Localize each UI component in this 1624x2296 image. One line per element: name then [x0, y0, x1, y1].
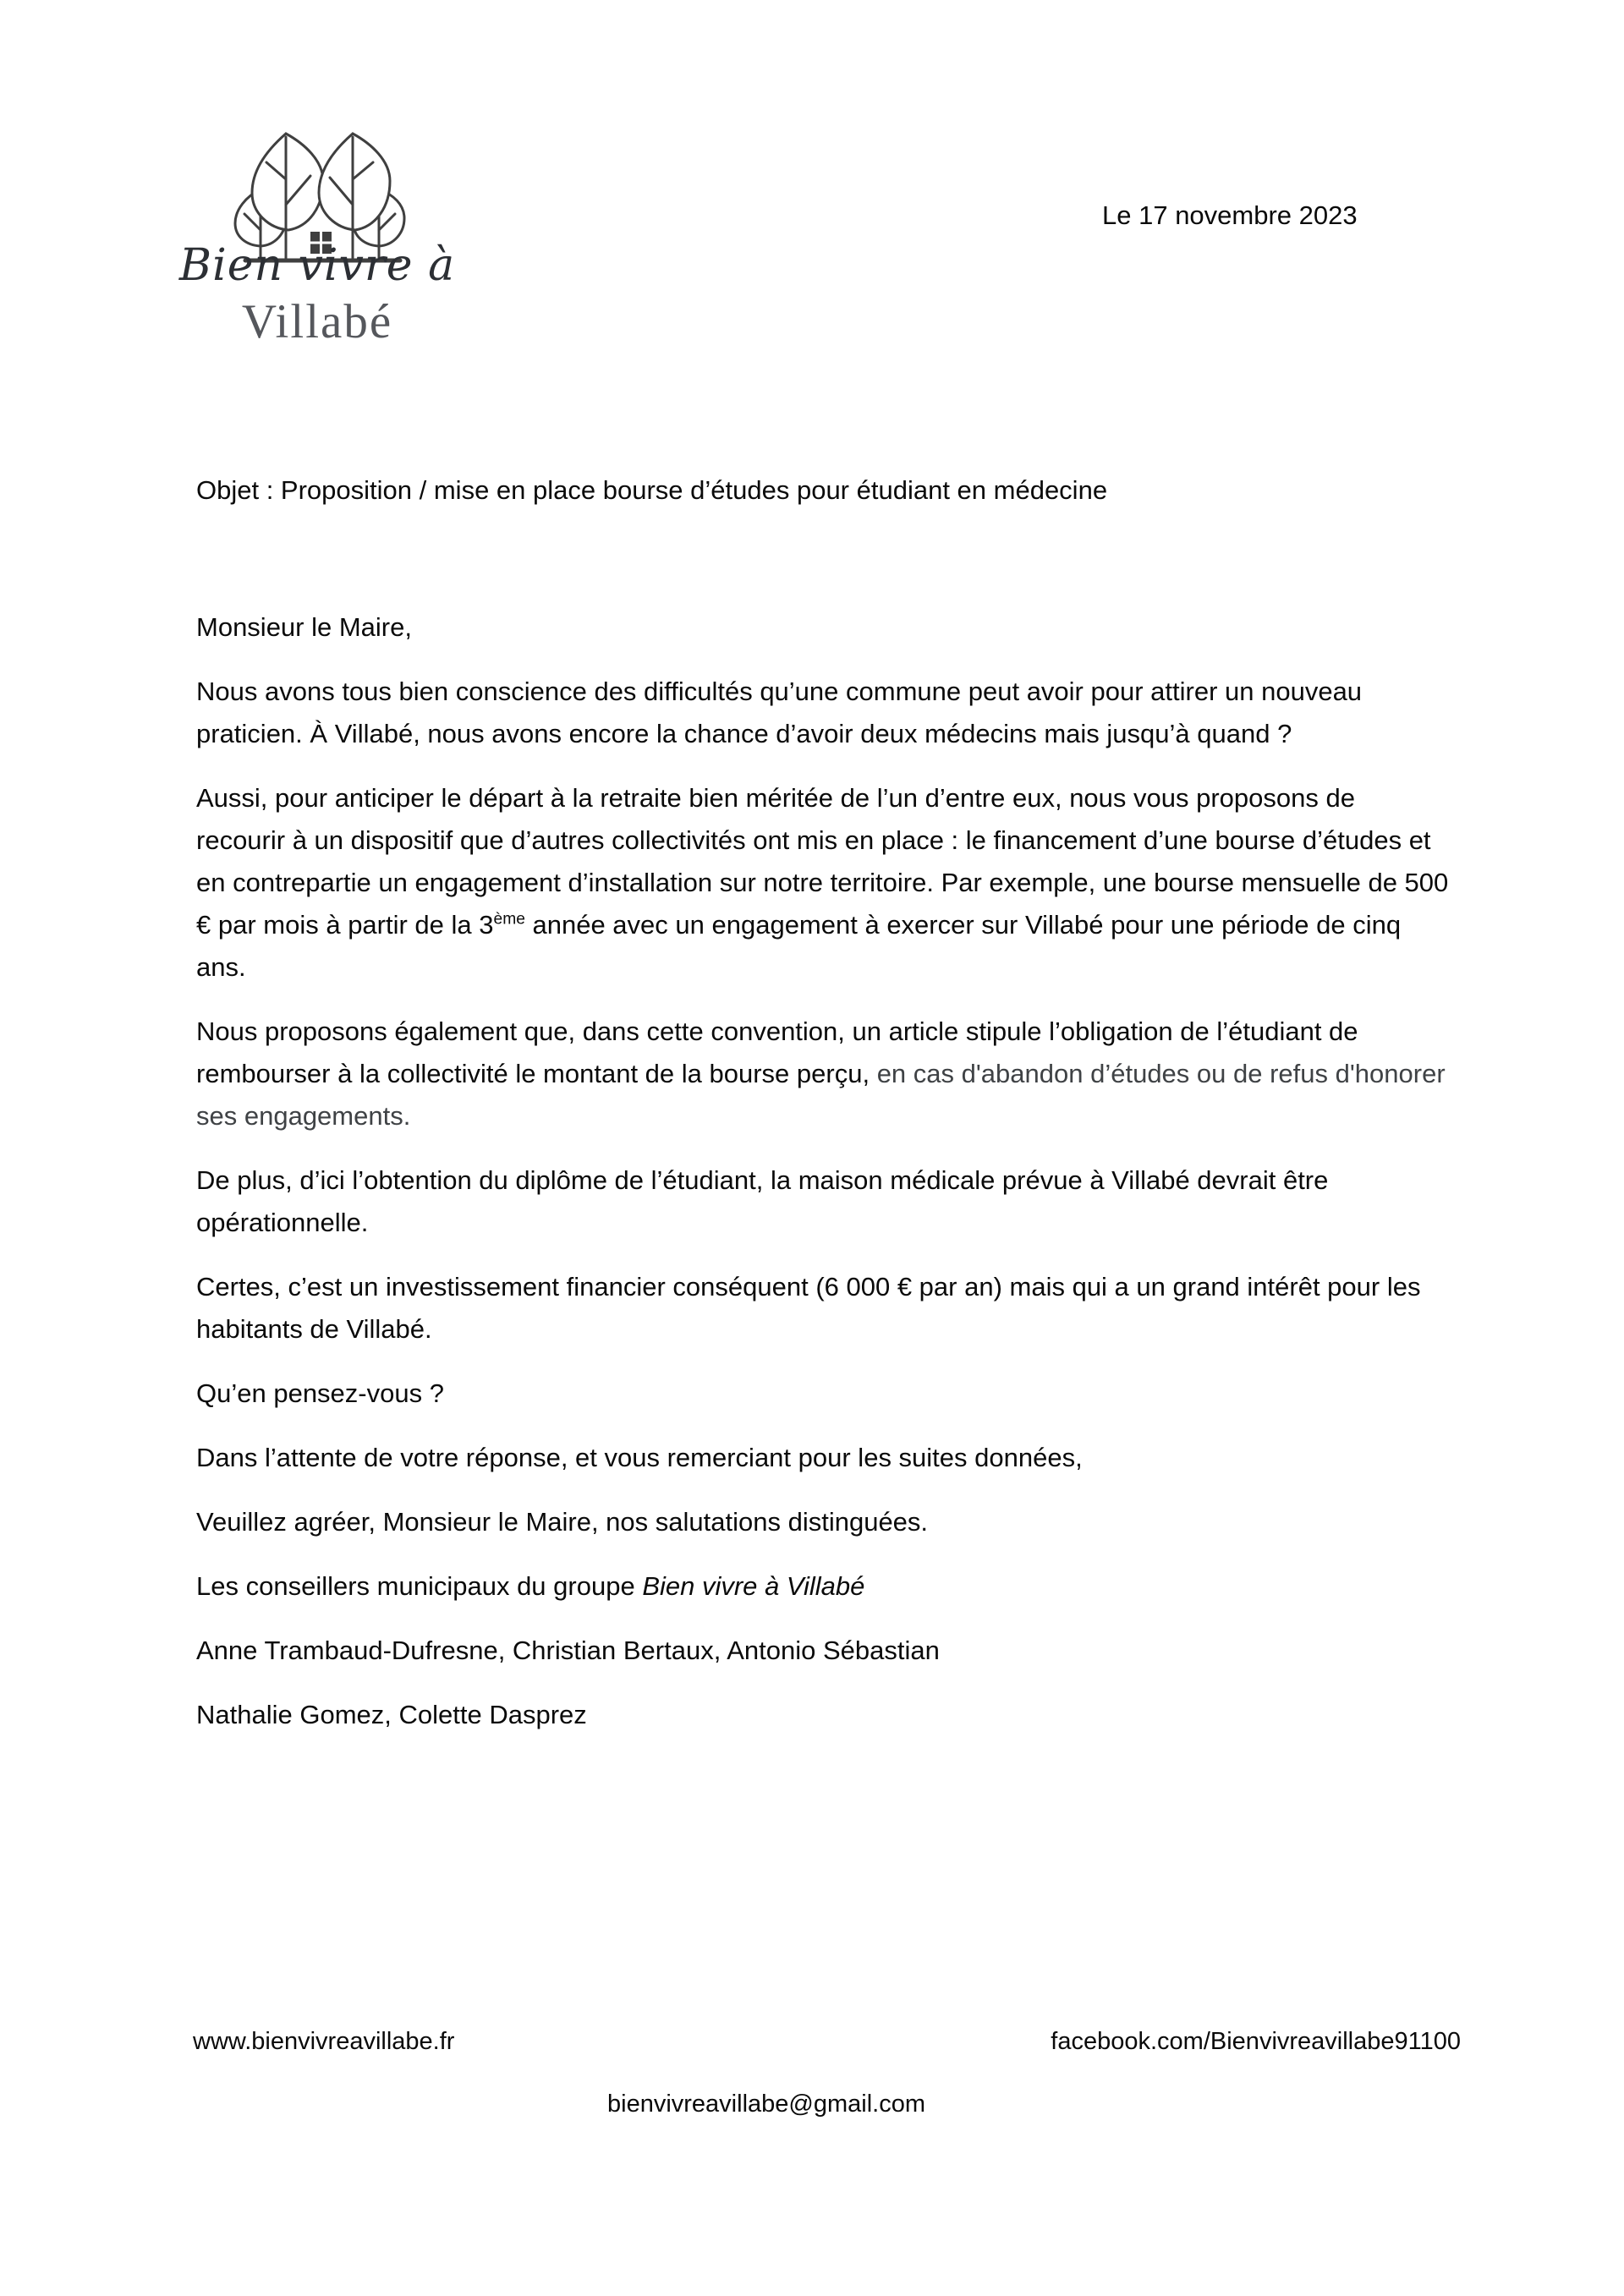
paragraph-segment: Nous proposons également que, dans cette convention, un article stipule l’obligation de l’étudiant de rembourser à la collectivité le montant de la bourse perçu, — [196, 1016, 1358, 1088]
paragraph — [196, 1373, 1450, 1415]
paragraph — [196, 1159, 1450, 1244]
paragraph — [196, 1565, 1450, 1608]
paragraph-segment: Monsieur le Maire, — [196, 612, 412, 642]
paragraph — [196, 1011, 1450, 1137]
paragraph — [196, 1437, 1450, 1479]
paragraph — [196, 1630, 1450, 1672]
paragraph-segment: Dans l’attente de votre réponse, et vous remerciant pour les suites données, — [196, 1443, 1083, 1472]
paragraph-segment: Anne Trambaud-Dufresne, Christian Bertaux, Antonio Sébastian — [196, 1636, 940, 1665]
paragraph-segment: ème — [493, 910, 525, 929]
paragraph-segment: Veuillez agréer, Monsieur le Maire, nos salutations distinguées. — [196, 1507, 929, 1537]
paragraph-segment: en cas d'abandon d’études ou de refus d'honorer ses engagements. — [196, 1059, 1446, 1131]
paragraph-segment: Aussi, pour anticiper le départ à la retraite bien méritée de l’un d’entre eux, nous vous proposons de recourir à un dispositif que d’autres collectivités ont mis en place : le financement d’une bourse d’études et en contrepartie un engagement d’installation sur notre territoire. Par exemple, une bourse mensuelle de 500 € par mois à partir de la 3 — [196, 783, 1449, 940]
subject-line: Objet : Proposition / mise en place bourse d’études pour étudiant en médecine — [196, 475, 1108, 505]
paragraph-segment: Certes, c’est un investissement financier conséquent (6 000 € par an) mais qui a un grand intérêt pour les habitants de Villabé. — [196, 1272, 1421, 1344]
paragraph-segment: De plus, d’ici l’obtention du diplôme de l’étudiant, la maison médicale prévue à Villabé devrait être opérationnelle. — [196, 1165, 1329, 1237]
paragraph — [196, 1266, 1450, 1351]
paragraph — [196, 671, 1450, 755]
paragraph-segment: Bien vivre à Villabé — [642, 1571, 865, 1601]
paragraph — [196, 1501, 1450, 1543]
footer-email: bienvivreavillabe@gmail.com — [607, 2091, 925, 2118]
paragraph — [196, 606, 1450, 649]
paragraph-segment: Nous avons tous bien conscience des difficultés qu’une commune peut avoir pour attirer un nouveau praticien. À Villabé, nous avons encore la chance d’avoir deux médecins mais jusqu’à quand ? — [196, 677, 1363, 748]
paragraph-segment: Qu’en pensez-vous ? — [196, 1378, 444, 1408]
paragraph-segment: Nathalie Gomez, Colette Dasprez — [196, 1700, 587, 1729]
paragraph-segment: Les conseillers municipaux du groupe — [196, 1571, 643, 1601]
logo-name-text: Villabé — [241, 295, 393, 348]
footer-website: www.bienvivreavillabe.fr — [193, 2028, 455, 2055]
logo — [178, 127, 456, 372]
logo-script-text: Bien vivre à — [178, 240, 456, 291]
paragraph-segment: année avec un engagement à exercer sur Villabé pour une période de cinq ans. — [196, 910, 1402, 982]
letter-body — [196, 606, 1450, 1758]
paragraph — [196, 1694, 1450, 1736]
paragraph — [196, 777, 1450, 989]
letter-date: Le 17 novembre 2023 — [1102, 200, 1358, 230]
footer-facebook: facebook.com/Bienvivreavillabe91100 — [1051, 2028, 1461, 2055]
